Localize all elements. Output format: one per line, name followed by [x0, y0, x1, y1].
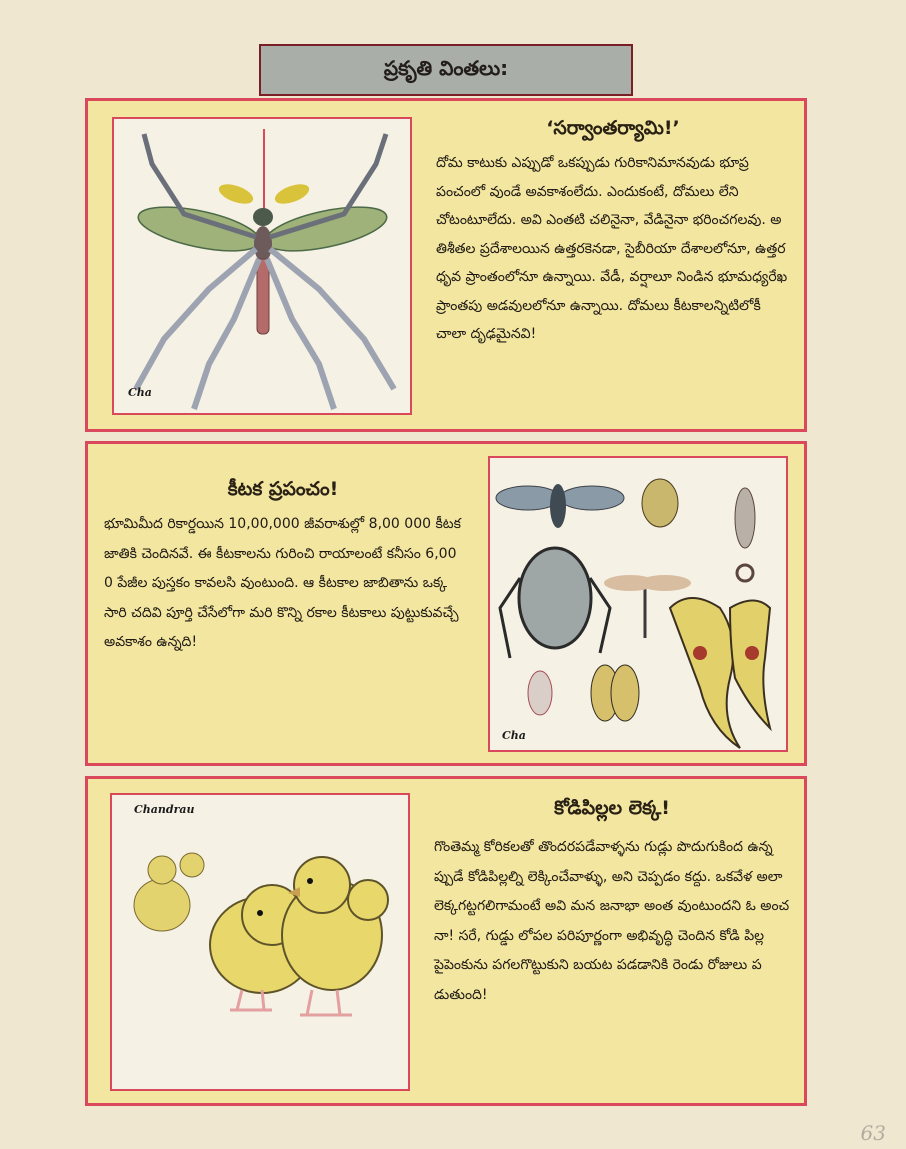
chicks-drawing — [112, 795, 408, 1089]
chicks-artist-signature: Chandrau — [134, 803, 195, 816]
mosquito-drawing — [114, 119, 410, 413]
insects-body: భూమిమీద రికార్డయిన 10,00,000 జీవరాశుల్లో 8,00 000 కీటక జాతికి చెందినవే. ఈ కీటకాలను గురించి రాయాలంటే కనీసం 6,000 పేజీల పుస్తకం కావలసి వుంటుంది. ఆ కీటకాల జాబితాను ఒక్కసారి చదివి పూర్తి చేసేలోగా మరి కొన్ని రకాల కీటకాలు పుట్టుకువచ్చే అవకాశం ఉన్నది! — [104, 516, 461, 650]
page-number-mark: 63 — [860, 1121, 886, 1145]
chicks-heading: కోడిపిల్లల లెక్క! — [554, 797, 670, 819]
mosquito-panel — [85, 98, 807, 432]
insects-artist-signature: Cha — [502, 729, 526, 742]
chicks-illustration — [110, 793, 410, 1091]
insects-heading: కీటక ప్రపంచం! — [227, 478, 339, 500]
insects-panel — [85, 441, 807, 766]
page-header — [259, 44, 633, 96]
mosquito-illustration — [112, 117, 412, 415]
mosquito-body: దోమ కాటుకు ఎప్పుడో ఒకప్పుడు గురికానిమానవుడు భూప్రపంచంలో వుండే అవకాశంలేదు. ఎందుకంటే, దోమలు లేని చోటంటూలేదు. అవి ఎంతటి చలినైనా, వేడినైనా భరించగలవు. అతిశీతల ప్రదేశాలయిన ఉత్తరకెనడా, సైబీరియా దేశాలలోనూ, ఉత్తర ధృవ ప్రాంతంలోనూ ఉన్నాయి. వేడీ, వర్షాలూ నిండిన భూమధ్యరేఖ ప్రాంతపు అడవులలోనూ ఉన్నాయి. దోమలు కీటకాలన్నిటిలోకీ చాలా దృఢమైనవి! — [436, 155, 788, 342]
mosquito-artist-signature: Cha — [128, 386, 152, 399]
page-title: ప్రకృతి వింతలు: — [383, 55, 509, 80]
insects-illustration — [488, 456, 788, 752]
chicks-body: గొంతెమ్మ కోరికలతో తొందరపడేవాళ్ళను గుడ్లు పొదుగుకింద ఉన్నప్పుడే కోడిపిల్లల్ని లెక్కించేవాళ్ళు, అని చెప్పడం కద్దు. ఒకవేళ అలా లెక్కగట్టగలిగామంటే అవి మన జనాభా అంత వుంటుందని ఓ అంచనా! సరే, గుడ్డు లోపల పరిపూర్ణంగా అభివృద్ధి చెందిన కోడి పిల్ల పైపెంకును పగలగొట్టుకుని బయట పడడానికి రెండు రోజులు పడుతుంది! — [434, 839, 790, 1003]
insects-drawing — [490, 458, 786, 750]
chicks-panel — [85, 776, 807, 1106]
mosquito-heading: ‘సర్వాంతర్యామి!’ — [546, 117, 680, 139]
